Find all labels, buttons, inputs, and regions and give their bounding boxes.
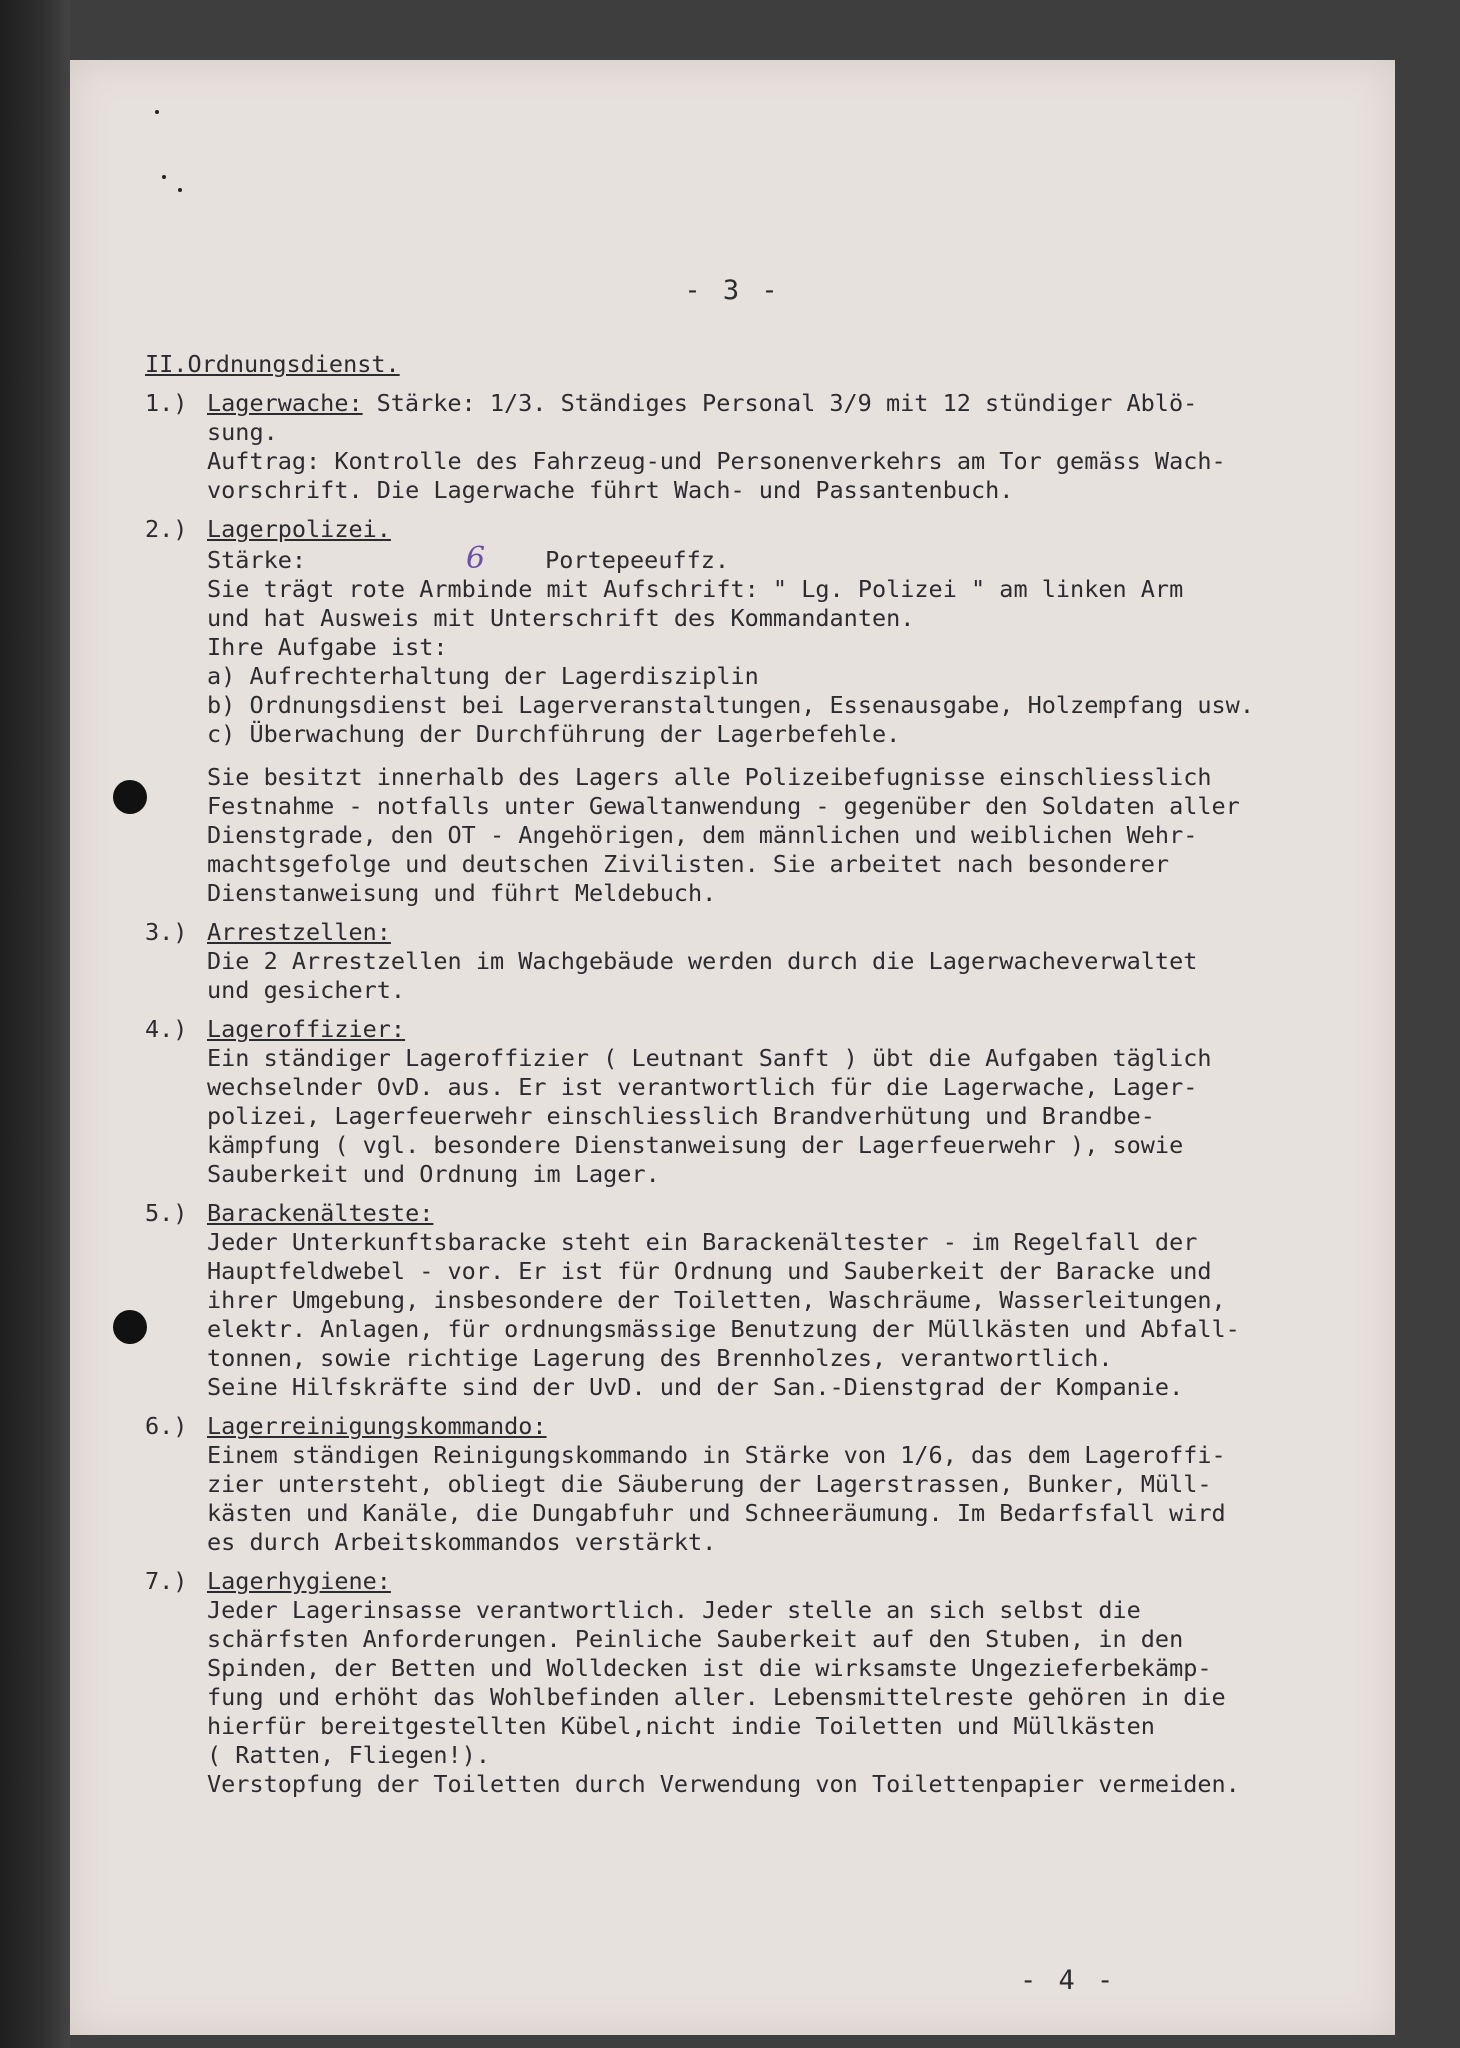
text-line: Verstopfung der Toiletten durch Verwendung von Toilettenpapier vermeiden.: [207, 1770, 1240, 1798]
text-line: und hat Ausweis mit Unterschrift des Kommandanten.: [207, 604, 915, 632]
text-line: kästen und Kanäle, die Dungabfuhr und Schneeräumung. Im Bedarfsfall wird: [207, 1499, 1226, 1527]
text-line: Hauptfeldwebel - vor. Er ist für Ordnung und Sauberkeit der Baracke und: [207, 1257, 1212, 1285]
document-page: [70, 60, 1395, 2035]
staerke-line: [207, 541, 1375, 576]
section-title: Lageroffizier:: [207, 1015, 406, 1043]
section-title: Lagerwache:: [207, 389, 363, 417]
list-item: c) Überwachung der Durchführung der Lagerbefehle.: [207, 720, 901, 748]
section-5: [145, 1199, 1375, 1402]
handwritten-number: 6: [466, 541, 486, 576]
text-line: schärfsten Anforderungen. Peinliche Sauberkeit auf den Stuben, in den: [207, 1625, 1184, 1653]
text-line: Dienstgrade, den OT - Angehörigen, dem männlichen und weiblichen Wehr-: [207, 821, 1198, 849]
punch-hole-bottom: [113, 1310, 147, 1344]
text-line: elektr. Anlagen, für ordnungsmässige Benutzung der Müllkästen und Abfall-: [207, 1315, 1240, 1343]
section-title: Lagerpolizei.: [207, 515, 391, 543]
text-line: Ihre Aufgabe ist:: [207, 633, 448, 661]
section-3: [145, 918, 1375, 1005]
text-line: Einem ständigen Reinigungskommando in Stärke von 1/6, das dem Lageroffi-: [207, 1441, 1226, 1469]
document-body: [145, 350, 1375, 1809]
section-title: Barackenälteste:: [207, 1199, 434, 1227]
text-line: vorschrift. Die Lagerwache führt Wach- und Passantenbuch.: [207, 476, 1014, 504]
section-number: 2.): [145, 515, 188, 543]
section-6: [145, 1412, 1375, 1557]
text-line: polizei, Lagerfeuerwehr einschliesslich Brandverhütung und Brandbe-: [207, 1102, 1155, 1130]
section-title: Arrestzellen:: [207, 918, 391, 946]
paper-speck: [178, 188, 182, 192]
text-line: Festnahme - notfalls unter Gewaltanwendung - gegenüber den Soldaten aller: [207, 792, 1240, 820]
text-line: es durch Arbeitskommandos verstärkt.: [207, 1528, 717, 1556]
text-line: Ein ständiger Lageroffizier ( Leutnant Sanft ) übt die Aufgaben täglich: [207, 1044, 1212, 1072]
text-line: Dienstanweisung und führt Meldebuch.: [207, 879, 717, 907]
section-4: [145, 1015, 1375, 1189]
section-number: 6.): [145, 1412, 188, 1440]
text-line: Jeder Lagerinsasse verantwortlich. Jeder stelle an sich selbst die: [207, 1596, 1141, 1624]
text-line: zier untersteht, obliegt die Säuberung der Lagerstrassen, Bunker, Müll-: [207, 1470, 1212, 1498]
paragraph-gap: [207, 749, 1375, 763]
section-number: 7.): [145, 1567, 188, 1595]
text-line: sung.: [207, 418, 278, 446]
section-number: 3.): [145, 918, 188, 946]
section-1: [145, 389, 1375, 505]
page-number: - 3 -: [684, 275, 781, 306]
section-2: [145, 515, 1375, 908]
next-page-marker: - 4 -: [1020, 1965, 1117, 1996]
list-item: b) Ordnungsdienst bei Lagerveranstaltungen, Essenausgabe, Holzempfang usw.: [207, 691, 1254, 719]
text-line: Auftrag: Kontrolle des Fahrzeug-und Personenverkehrs am Tor gemäss Wach-: [207, 447, 1226, 475]
section-7: [145, 1567, 1375, 1799]
text-line: hierfür bereitgestellten Kübel,nicht indie Toiletten und Müllkästen: [207, 1712, 1155, 1740]
scan-background-edge: [0, 0, 70, 2048]
text-line: ( Ratten, Fliegen!).: [207, 1741, 490, 1769]
paper-speck: [162, 175, 166, 179]
section-number: 5.): [145, 1199, 188, 1227]
staerke-value: Portepeeuffz.: [545, 546, 730, 574]
section-title: Lagerhygiene:: [207, 1567, 391, 1595]
text-line: kämpfung ( vgl. besondere Dienstanweisung der Lagerfeuerwehr ), sowie: [207, 1131, 1184, 1159]
section-number: 1.): [145, 389, 188, 417]
list-item: a) Aufrechterhaltung der Lagerdisziplin: [207, 662, 759, 690]
text-line: Sauberkeit und Ordnung im Lager.: [207, 1160, 660, 1188]
punch-hole-top: [113, 780, 147, 814]
text-line: machtsgefolge und deutschen Zivilisten. Sie arbeitet nach besonderer: [207, 850, 1170, 878]
text-line: fung und erhöht das Wohlbefinden aller. Lebensmittelreste gehören in die: [207, 1683, 1226, 1711]
text-line: Spinden, der Betten und Wolldecken ist die wirksamste Ungezieferbekämp-: [207, 1654, 1212, 1682]
text-line: Sie trägt rote Armbinde mit Aufschrift: " Lg. Polizei " am linken Arm: [207, 575, 1184, 603]
text-line: Die 2 Arrestzellen im Wachgebäude werden durch die Lagerwacheverwaltet: [207, 947, 1198, 975]
paper-speck: [155, 110, 159, 114]
text-line: Jeder Unterkunftsbaracke steht ein Barackenältester - im Regelfall der: [207, 1228, 1198, 1256]
text-line: wechselnder OvD. aus. Er ist verantwortlich für die Lagerwache, Lager-: [207, 1073, 1198, 1101]
text-line: Seine Hilfskräfte sind der UvD. und der San.-Dienstgrad der Kompanie.: [207, 1373, 1184, 1401]
text-line: Sie besitzt innerhalb des Lagers alle Polizeibefugnisse einschliesslich: [207, 763, 1212, 791]
text-line: und gesichert.: [207, 976, 406, 1004]
section-heading: II.Ordnungsdienst.: [145, 350, 400, 378]
section-title: Lagerreinigungskommando:: [207, 1412, 547, 1440]
section-title-rest: Stärke: 1/3. Ständiges Personal 3/9 mit 12 stündiger Ablö-: [376, 389, 1198, 417]
text-line: tonnen, sowie richtige Lagerung des Brennholzes, verantwortlich.: [207, 1344, 1113, 1372]
staerke-label: Stärke:: [207, 546, 307, 574]
text-line: ihrer Umgebung, insbesondere der Toiletten, Waschräume, Wasserleitungen,: [207, 1286, 1226, 1314]
section-number: 4.): [145, 1015, 188, 1043]
